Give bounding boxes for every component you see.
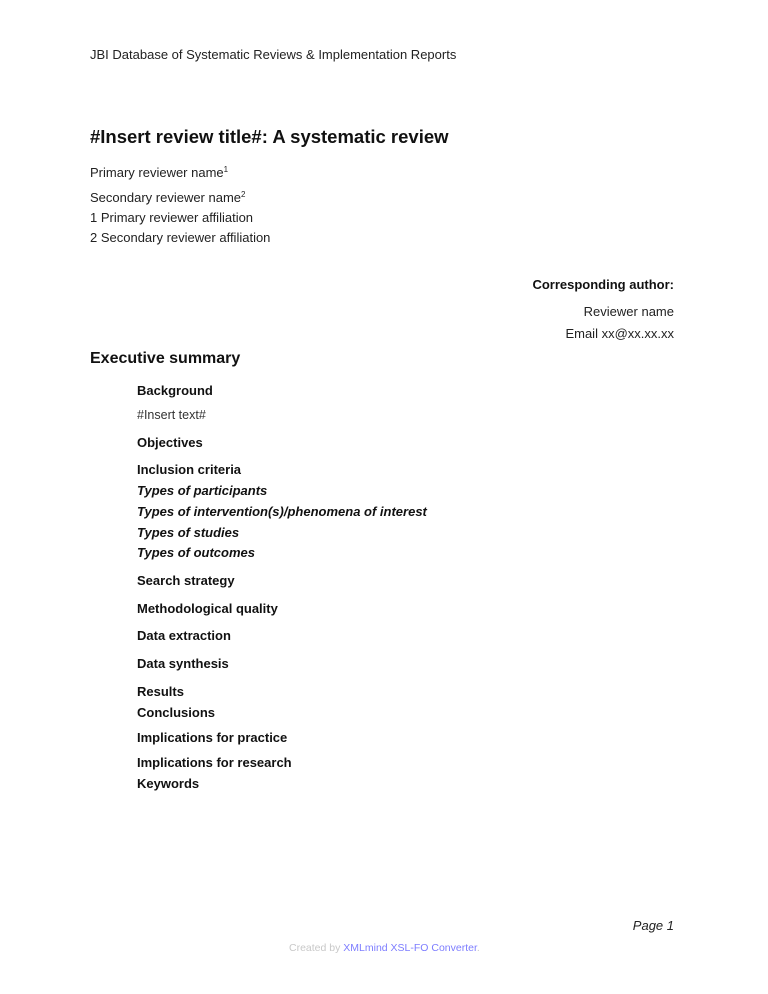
keywords-heading: Keywords	[137, 776, 200, 791]
footer-credit	[289, 942, 480, 954]
footer-created-by: Created by	[289, 942, 344, 954]
background-text: #Insert text#	[137, 408, 206, 422]
primary-reviewer	[90, 165, 228, 180]
results-heading: Results	[137, 684, 184, 699]
data-synthesis-heading: Data synthesis	[137, 656, 229, 671]
types-studies-heading: Types of studies	[137, 525, 240, 540]
background-heading: Background	[137, 383, 213, 398]
secondary-reviewer-superscript: 2	[241, 190, 246, 199]
conclusions-heading: Conclusions	[137, 705, 216, 720]
running-header: JBI Database of Systematic Reviews & Implementation Reports	[90, 47, 457, 62]
executive-summary-heading: Executive summary	[90, 350, 241, 367]
implications-research-heading: Implications for research	[137, 755, 292, 770]
page-number: Page 1	[632, 918, 674, 933]
corresponding-author-name: Reviewer name	[583, 304, 674, 319]
implications-practice-heading: Implications for practice	[137, 730, 288, 745]
search-strategy-heading: Search strategy	[137, 573, 235, 588]
secondary-affiliation: 2 Secondary reviewer affiliation	[90, 230, 271, 245]
corresponding-author-email: Email xx@xx.xx.xx	[565, 326, 674, 341]
primary-reviewer-superscript: 1	[223, 165, 229, 174]
secondary-reviewer	[90, 190, 245, 205]
primary-affiliation: 1 Primary reviewer affiliation	[90, 210, 254, 225]
converter-link[interactable]: XMLmind XSL-FO Converter	[343, 942, 477, 954]
inclusion-criteria-heading: Inclusion criteria	[137, 462, 242, 477]
objectives-heading: Objectives	[137, 435, 203, 450]
types-outcomes-heading: Types of outcomes	[137, 545, 255, 560]
corresponding-author-label: Corresponding author:	[532, 277, 674, 292]
primary-reviewer-name: Primary reviewer name	[90, 165, 224, 180]
data-extraction-heading: Data extraction	[137, 628, 231, 643]
types-participants-heading: Types of participants	[137, 483, 268, 498]
secondary-reviewer-name: Secondary reviewer name	[90, 190, 242, 205]
document-title: #Insert review title#: A systematic review	[90, 126, 449, 147]
methodological-quality-heading: Methodological quality	[137, 601, 278, 616]
footer-period: .	[476, 942, 480, 954]
types-intervention-heading: Types of intervention(s)/phenomena of interest	[137, 504, 427, 519]
